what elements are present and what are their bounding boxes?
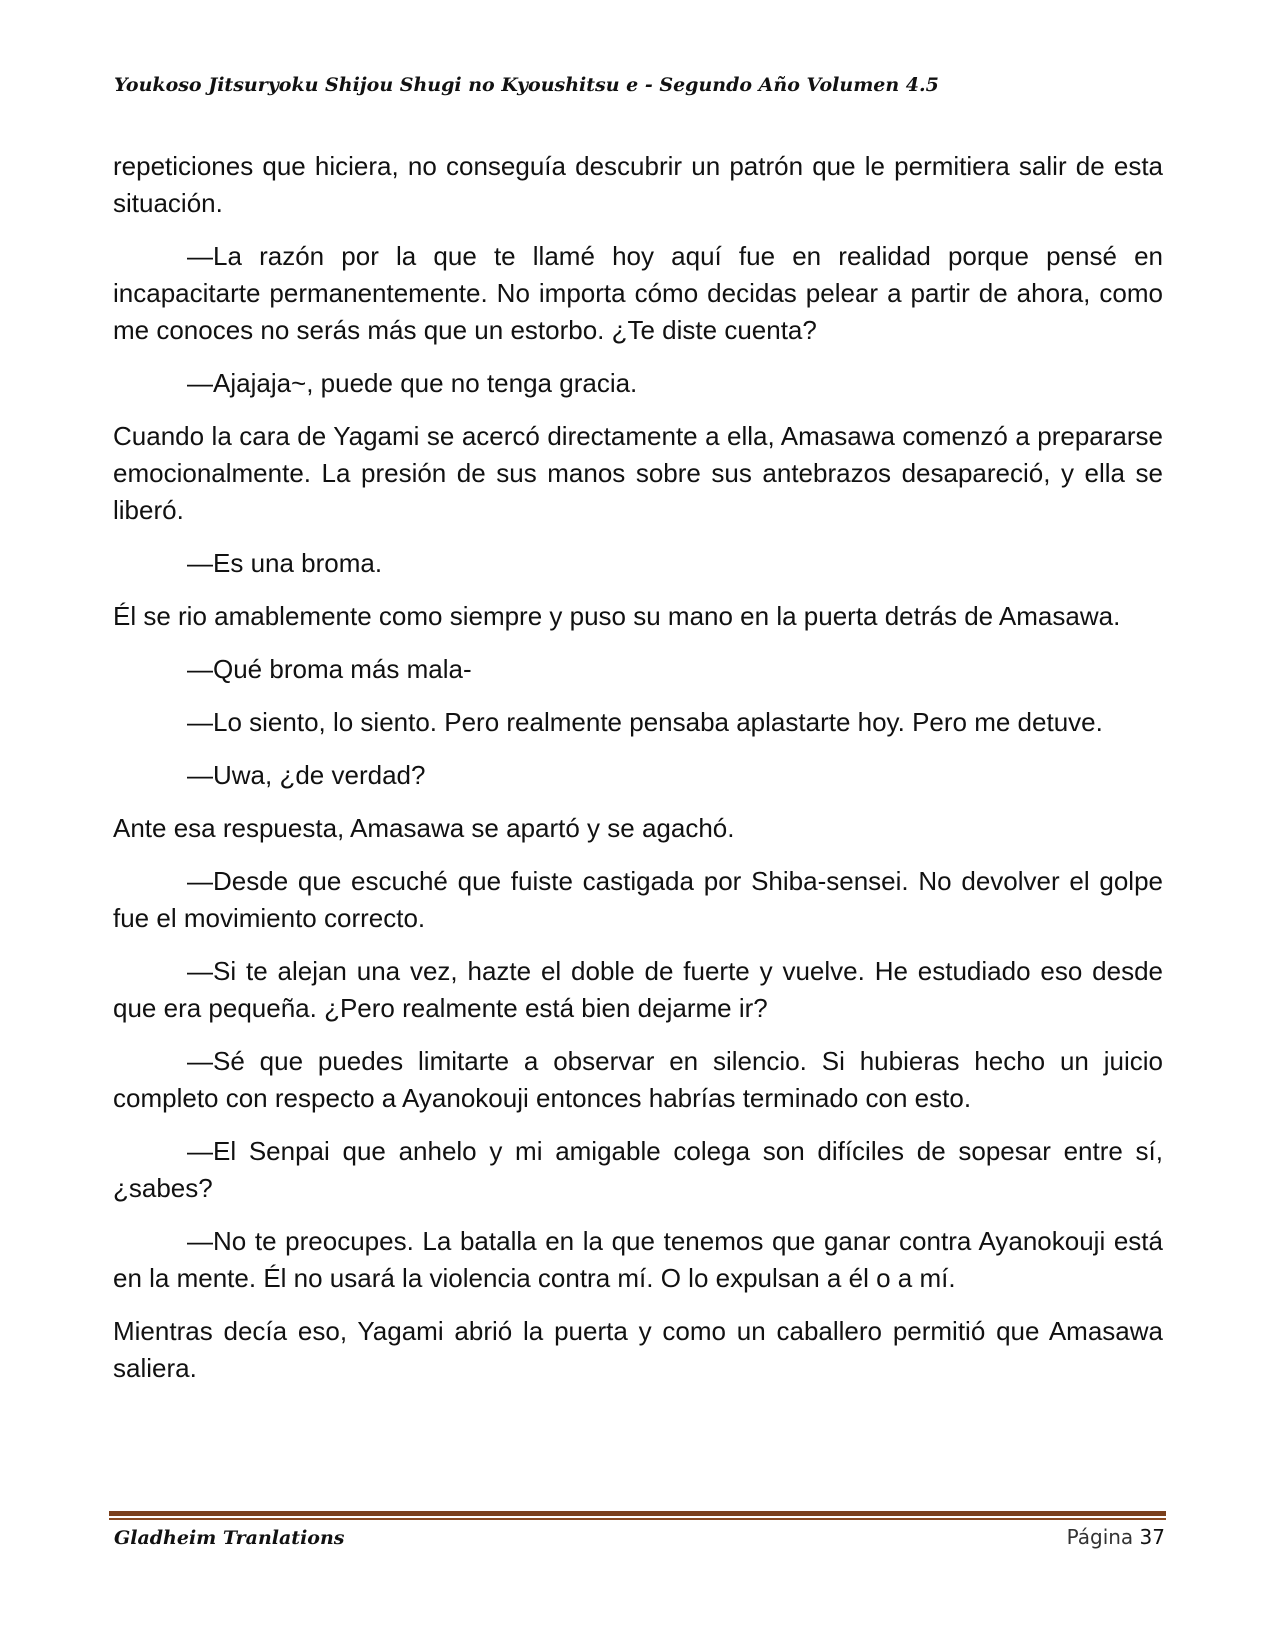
dialogue-paragraph: —Ajajaja~, puede que no tenga gracia. xyxy=(187,368,638,398)
dialogue-paragraph: —La razón por la que te llamé hoy aquí fue en realidad porque pensé en incapacitarte permanentemente. No importa cómo decidas pelear a partir de ahora, como me conoces no serás más que un estorbo. ¿Te diste cuenta? xyxy=(113,241,1163,345)
page-label: Página xyxy=(1066,1525,1134,1549)
body-text xyxy=(113,148,1163,1403)
running-header: Youkoso Jitsuryoku Shijou Shugi no Kyoushitsu e - Segundo Año Volumen 4.5 xyxy=(114,74,939,96)
page-number-value: 37 xyxy=(1139,1525,1165,1549)
paragraph: Él se rio amablemente como siempre y puso su mano en la puerta detrás de Amasawa. xyxy=(113,601,1121,631)
paragraph: Ante esa respuesta, Amasawa se apartó y se agachó. xyxy=(113,813,735,843)
dialogue-paragraph: —Uwa, ¿de verdad? xyxy=(187,760,426,790)
paragraph: Cuando la cara de Yagami se acercó directamente a ella, Amasawa comenzó a prepararse emocionalmente. La presión de sus manos sobre sus antebrazos desapareció, y ella se liberó. xyxy=(113,421,1163,525)
page-number xyxy=(1067,1525,1165,1549)
paragraph: repeticiones que hiciera, no conseguía descubrir un patrón que le permitiera salir de esta situación. xyxy=(113,151,1163,218)
dialogue-paragraph: —No te preocupes. La batalla en la que tenemos que ganar contra Ayanokouji está en la mente. Él no usará la violencia contra mí. O lo expulsan a él o a mí. xyxy=(113,1226,1163,1293)
paragraph: Mientras decía eso, Yagami abrió la puerta y como un caballero permitió que Amasawa saliera. xyxy=(113,1316,1163,1383)
dialogue-paragraph: —Si te alejan una vez, hazte el doble de fuerte y vuelve. He estudiado eso desde que era pequeña. ¿Pero realmente está bien dejarme ir? xyxy=(113,956,1163,1023)
footer-divider xyxy=(109,1511,1166,1520)
dialogue-paragraph: —Desde que escuché que fuiste castigada por Shiba-sensei. No devolver el golpe fue el movimiento correcto. xyxy=(113,866,1163,933)
dialogue-paragraph: —El Senpai que anhelo y mi amigable colega son difíciles de sopesar entre sí, ¿sabes? xyxy=(113,1136,1163,1203)
footer-divider-thick xyxy=(109,1511,1166,1516)
footer-translator: Gladheim Tranlations xyxy=(114,1527,345,1549)
dialogue-paragraph: —Lo siento, lo siento. Pero realmente pensaba aplastarte hoy. Pero me detuve. xyxy=(187,707,1103,737)
dialogue-paragraph: —Sé que puedes limitarte a observar en silencio. Si hubieras hecho un juicio completo con respecto a Ayanokouji entonces habrías terminado con esto. xyxy=(113,1046,1163,1113)
dialogue-paragraph: —Qué broma más mala- xyxy=(187,654,472,684)
dialogue-paragraph: —Es una broma. xyxy=(187,548,383,578)
footer-divider-thin xyxy=(109,1518,1166,1520)
